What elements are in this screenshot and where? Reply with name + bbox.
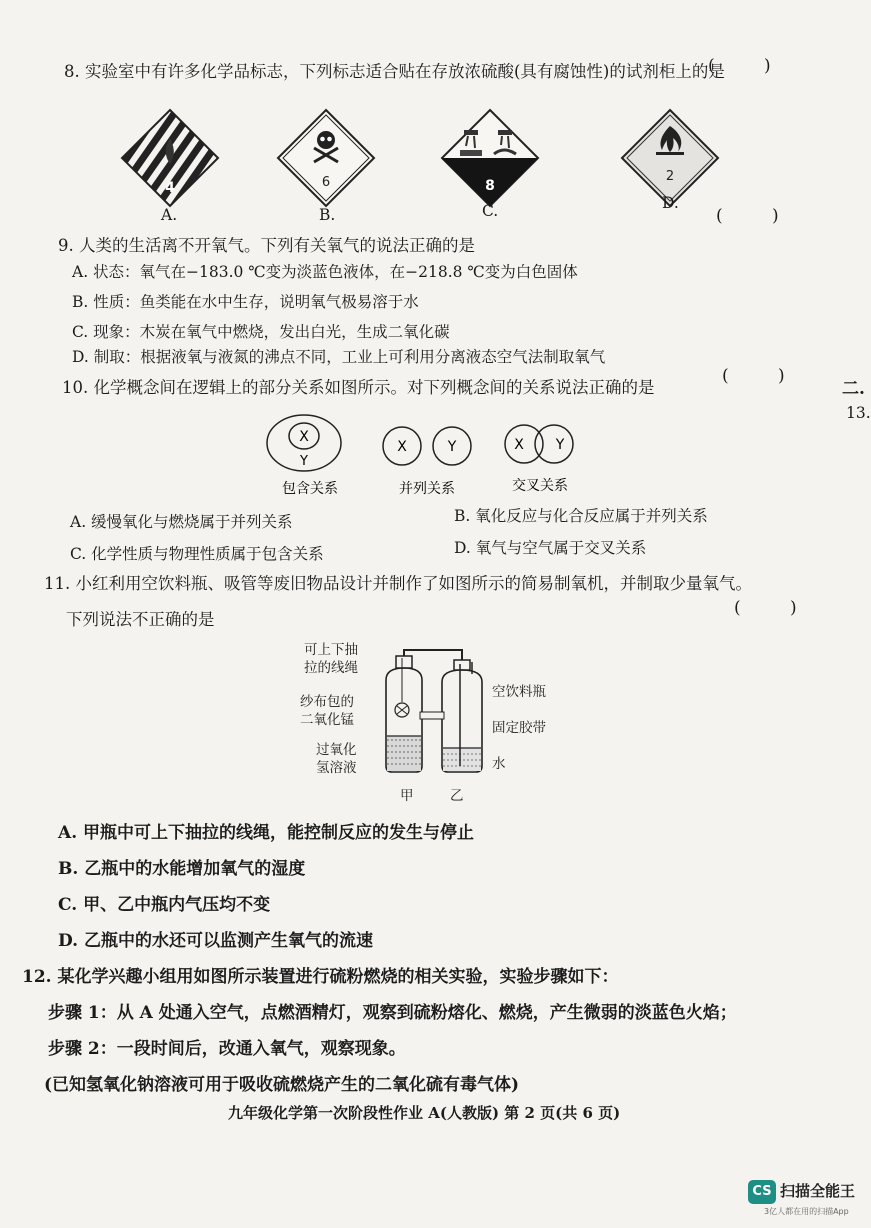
q8-hazard-signs — [118, 108, 718, 223]
hazard-sign-d-icon — [622, 110, 718, 206]
hazard-sign-c-icon — [442, 110, 538, 206]
svg-text:X: X — [514, 437, 524, 453]
parallel-relation-diagram — [383, 427, 471, 497]
q8-answer-paren: ( ) — [708, 56, 793, 76]
q8-option-b: B. — [319, 206, 336, 224]
inclusion-relation-diagram — [267, 415, 341, 497]
q12-step-1: 步骤 1：从 A 处通入空气，点燃酒精灯，观察到硫粉熔化、燃烧，产生微弱的淡蓝色火焰； — [48, 1003, 737, 1023]
svg-text:Y: Y — [447, 439, 457, 455]
scanner-app-name: 扫描全能王 — [780, 1182, 856, 1200]
q9-option-d: D. 制取：根据液氧与液氮的沸点不同，工业上可利用分离液态空气法制取氧气 — [72, 348, 606, 366]
q11-stem-line1: 11. 小红利用空饮料瓶、吸管等废旧物品设计并制作了如图所示的简易制氧机，并制取少量氧气。 — [44, 574, 752, 593]
q11-label-string-1: 可上下抽 — [304, 642, 358, 658]
q8-option-a: A. — [161, 206, 178, 224]
q11-stem-line2: 下列说法不正确的是 — [66, 610, 215, 629]
svg-text:并列关系: 并列关系 — [399, 481, 455, 497]
q11-label-jia: 甲 — [400, 788, 414, 804]
q8-stem: 8. 实验室中有许多化学品标志，下列标志适合贴在存放浓硫酸(具有腐蚀性)的试剂柜上的是 — [64, 62, 725, 81]
svg-text:Y: Y — [555, 437, 565, 453]
q10-option-d: D. 氧气与空气属于交叉关系 — [454, 539, 647, 557]
q11-option-a: A. 甲瓶中可上下抽拉的线绳，能控制反应的发生与停止 — [58, 823, 475, 843]
q12-note: (已知氢氧化钠溶液可用于吸收硫燃烧产生的二氧化硫有毒气体) — [44, 1075, 520, 1095]
svg-text:X: X — [397, 439, 407, 455]
q10-concept-diagram — [262, 414, 592, 506]
hazard-sign-a-icon — [92, 108, 242, 208]
svg-text:包含关系: 包含关系 — [282, 481, 338, 497]
q9-option-a: A. 状态：氧气在−183.0 ℃变为淡蓝色液体，在−218.8 ℃变为白色固体 — [72, 263, 578, 281]
margin-question-13: 13. — [846, 404, 871, 422]
q11-label-mno2-2: 二氧化锰 — [300, 712, 354, 728]
q11-label-mno2-1: 纱布包的 — [300, 694, 354, 710]
q11-label-yi: 乙 — [450, 788, 464, 804]
cs-logo-icon: CS — [748, 1180, 776, 1204]
q11-option-d: D. 乙瓶中的水还可以监测产生氧气的流速 — [58, 931, 373, 951]
q10-stem: 10. 化学概念间在逻辑上的部分关系如图所示。对下列概念间的关系说法正确的是 — [62, 378, 655, 397]
q12-stem: 12. 某化学兴趣小组用如图所示装置进行硫粉燃烧的相关实验，实验步骤如下： — [22, 967, 619, 987]
q10-answer-paren: ( ) — [722, 366, 807, 386]
svg-text:8: 8 — [485, 178, 495, 194]
q9-option-c: C. 现象：木炭在氧气中燃烧，发出白光，生成二氧化碳 — [72, 323, 450, 341]
q8-option-c: C. — [482, 202, 499, 220]
q11-label-h2o2-2: 氢溶液 — [316, 760, 357, 776]
q11-label-water: 水 — [492, 756, 506, 772]
hazard-sign-b-icon — [278, 110, 374, 206]
q11-oxygen-generator-diagram — [374, 640, 494, 780]
q11-answer-paren: ( ) — [734, 598, 819, 618]
svg-text:6: 6 — [321, 175, 331, 190]
q11-label-h2o2-1: 过氧化 — [316, 742, 357, 758]
q10-option-a: A. 缓慢氧化与燃烧属于并列关系 — [70, 513, 293, 531]
q11-label-string-2: 拉的线绳 — [304, 660, 358, 676]
svg-text:Y: Y — [300, 454, 308, 469]
q12-step-2: 步骤 2：一段时间后，改通入氧气，观察现象。 — [48, 1039, 406, 1059]
svg-text:2: 2 — [665, 169, 675, 184]
q9-stem: 9. 人类的生活离不开氧气。下列有关氧气的说法正确的是 — [58, 236, 475, 255]
intersection-relation-diagram — [505, 425, 573, 494]
q11-option-b: B. 乙瓶中的水能增加氧气的湿度 — [58, 859, 306, 879]
scanner-app-slogan: 3亿人都在用的扫描App — [764, 1207, 849, 1216]
q11-label-bottle: 空饮料瓶 — [492, 684, 546, 700]
q11-option-c: C. 甲、乙中瓶内气压均不变 — [58, 895, 271, 915]
q9-option-b: B. 性质：鱼类能在水中生存，说明氧气极易溶于水 — [72, 293, 419, 311]
q8-option-d: D. — [662, 194, 679, 212]
q10-option-b: B. 氧化反应与化合反应属于并列关系 — [454, 507, 708, 525]
page-footer: 九年级化学第一次阶段性作业 A(人教版) 第 2 页(共 6 页) — [228, 1104, 621, 1122]
svg-text:交叉关系: 交叉关系 — [512, 478, 568, 494]
q10-option-c: C. 化学性质与物理性质属于包含关系 — [70, 545, 324, 563]
q11-label-tape: 固定胶带 — [492, 720, 546, 736]
svg-text:4: 4 — [165, 180, 175, 196]
q9-answer-paren: ( ) — [716, 206, 801, 226]
svg-text:X: X — [299, 429, 309, 445]
margin-section-mark: 二. — [842, 379, 865, 399]
